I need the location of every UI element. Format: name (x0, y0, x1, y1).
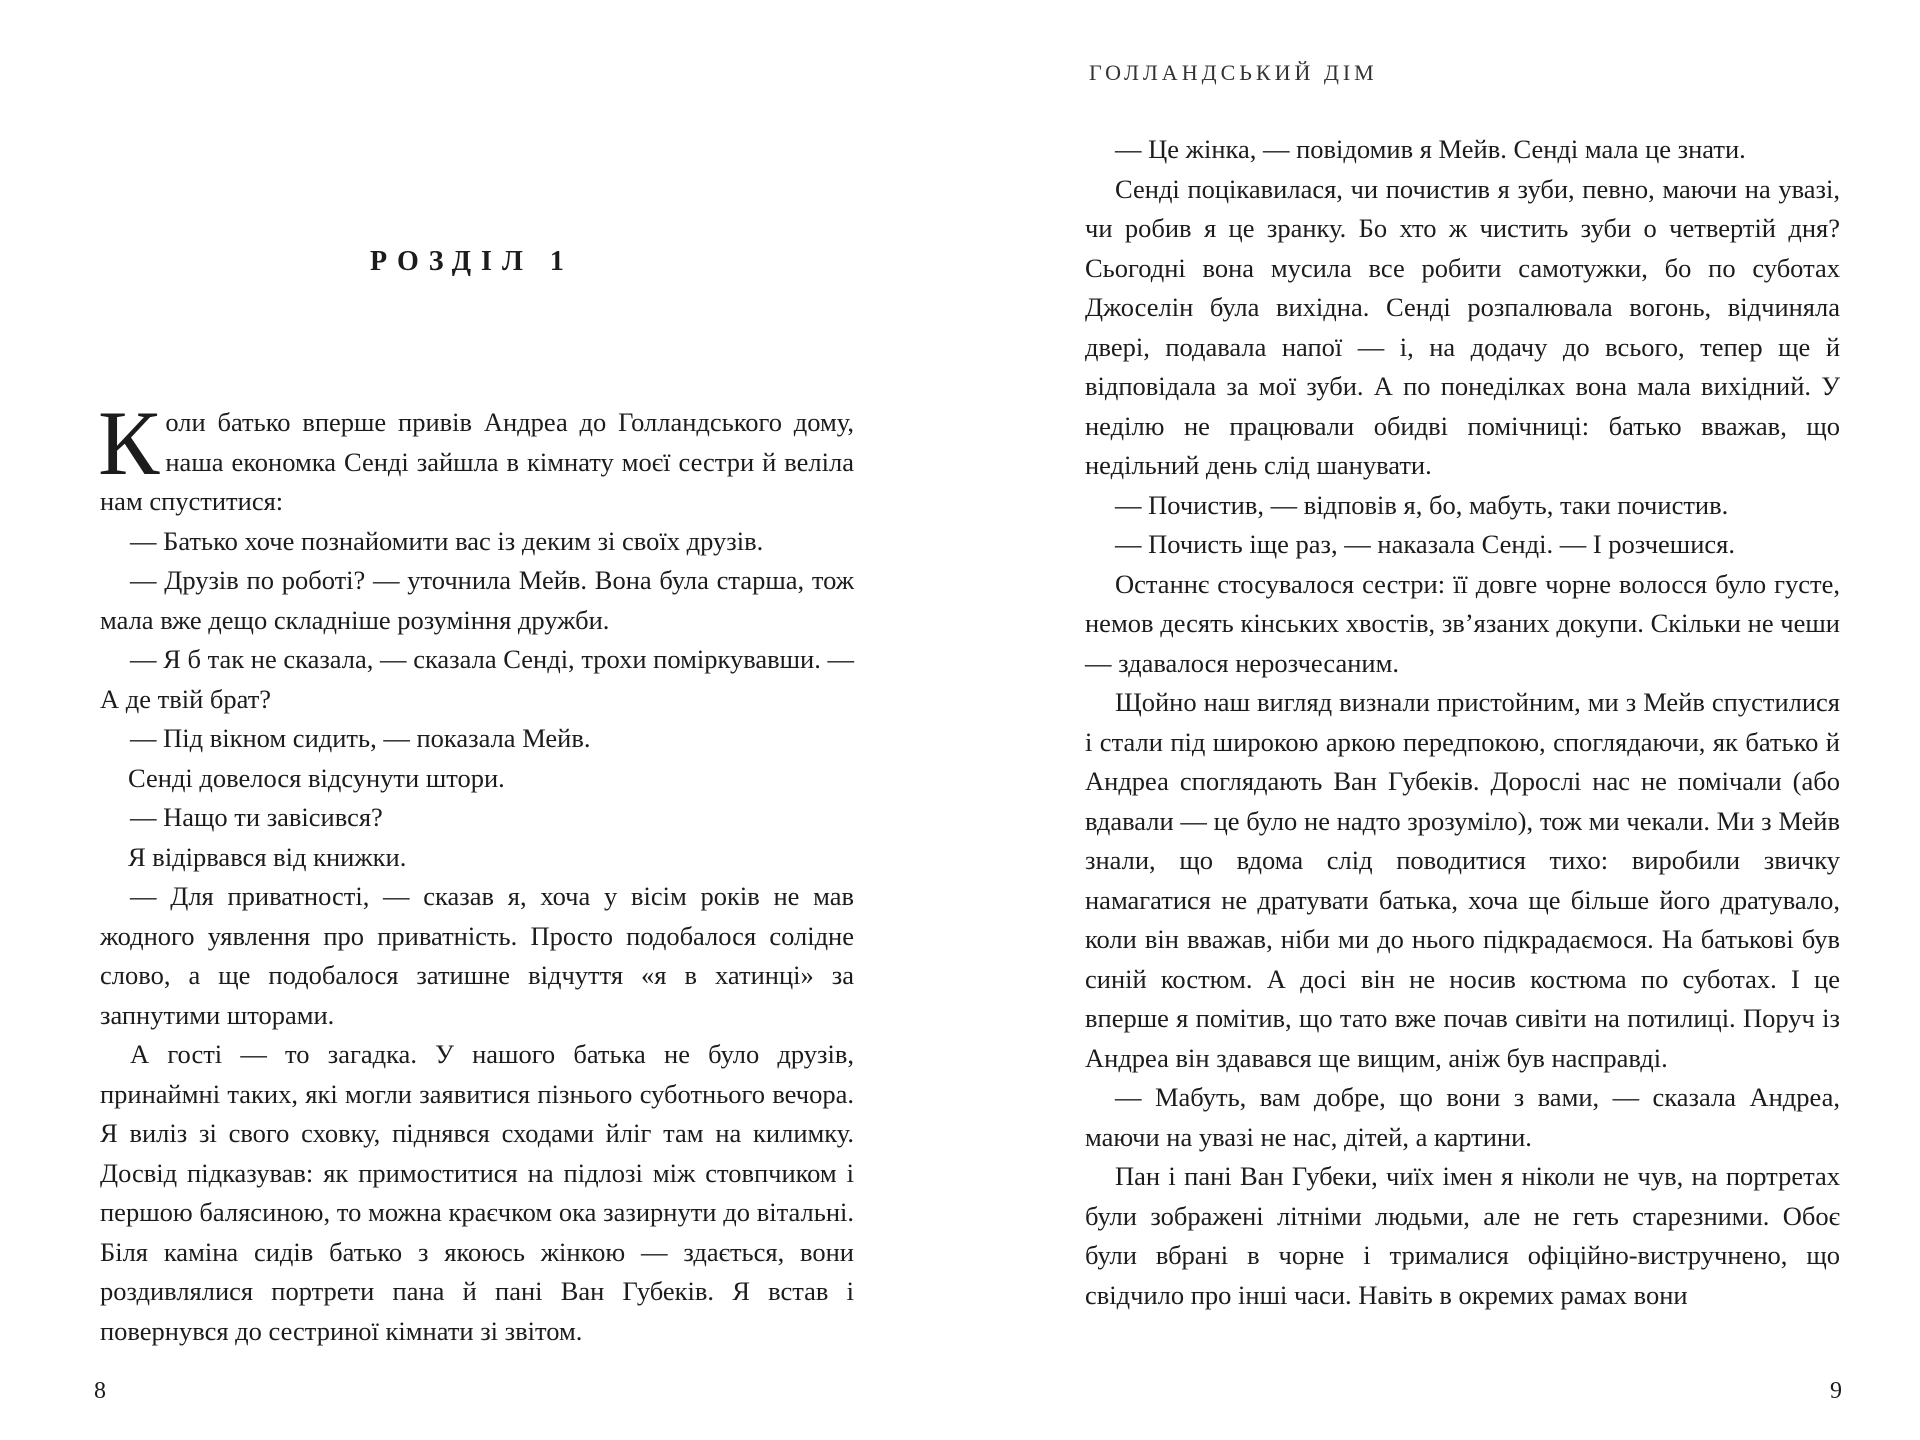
page-number-left: 8 (94, 1378, 106, 1404)
paragraph: Сенді поцікавилася, чи почистив я зуби, певно, маючи на увазі, чи робив я це зранку. Бо хто ж чистить зуби о четвертій дня? Сьогодні вона мусила все робити самотужки, бо по суботах Джоселін була вихідна. Сенді розпалювала вогонь, відчиняла двері, подавала напої — і, на додачу до всього, тепер ще й відповідала за мої зуби. А по понеділках вона мала вихідний. У неділю не працювали обидві помічниці: батько вважав, що недільний день слід шанувати. (1085, 173, 1840, 480)
paragraph: — Для приватності, — сказав я, хоча у вісім років не мав жодного уявлення про приватність. Просто подобалося солідне слово, а ще подобалося затишне відчуття «я в хатинці» за запнутими шторами. (100, 881, 854, 1030)
paragraph: — Мабуть, вам добре, що вони з вами, — сказала Андреа, маючи на увазі не нас, дітей, а картини. (1085, 1082, 1840, 1152)
opening-paragraph-text: оли батько вперше привів Андреа до Голландського дому, наша економка Сенді зайшла в кімнату моєї сестри й веліла нам спуститися: (100, 407, 854, 516)
paragraph: — Під вікном сидить, — показала Мейв. (130, 723, 591, 753)
paragraph: А гості — то загадка. У нашого батька не було друзів, принаймні таких, які могли заявитися пізнього суботнього вечора. Я виліз зі свого сховку, піднявся сходами йліг там на килимку. Досвід підказував: як примоститися на підлозі між стовпчиком і першою балясиною, то можна краєчком ока зазирнути до вітальні. Біля каміна сидів батько з якоюсь жінкою — здається, вони роздивлялися портрети пана й пані Ван Губеків. Я встав і повернувся до сестриної кімнати зі звітом. (100, 1039, 854, 1346)
paragraph: — Батько хоче познайомити вас із деким зі своїх друзів. (130, 525, 764, 556)
paragraph: — Друзів по роботі? — уточнила Мейв. Вона була старша, тож мала вже дещо складніше розуміння дружби. (100, 565, 854, 635)
right-page-text (1085, 130, 1840, 1315)
running-head: ГОЛЛАНДСЬКИЙ ДІМ (1089, 60, 1378, 85)
paragraph: — Почисть іще раз, — наказала Сенді. — І розчешися. (1115, 529, 1735, 559)
chapter-title: РОЗДІЛ 1 (370, 246, 574, 277)
paragraph: — Почистив, — відповів я, бо, мабуть, таки почистив. (1115, 489, 1729, 520)
opening-paragraph (98, 392, 854, 522)
paragraph: Пан і пані Ван Губеки, чиїх імен я ніколи не чув, на портретах були зображені літніми людьми, але не геть старезними. Обоє були вбрані в чорне і трималися офіційно-вистручнено, що свідчило про інші часи. Навіть в окремих рамах вони (1085, 1161, 1840, 1310)
paragraph: — Я б так не сказала, — сказала Сенді, трохи поміркувавши. — А де твій брат? (100, 644, 854, 714)
paragraph: Я відірвався від книжки. (128, 841, 407, 872)
paragraph: — Нащо ти завісився? (130, 802, 383, 832)
paragraph: Щойно наш вигляд визнали пристойним, ми з Мейв спустилися і стали під широкою аркою передпокою, споглядаючи, як батько й Андреа споглядають Ван Губеків. Дорослі нас не помічали (або вдавали — це було не надто зрозуміло), тож ми чекали. Ми з Мейв знали, що вдома слід поводитися тихо: виробили звичку намагатися не дратувати батька, хоча ще більше його дратувало, коли він вважав, ніби ми до нього підкрадаємося. На батькові був синій костюм. А досі він не носив костюма по суботах. І це вперше я помітив, що тато вже почав сивіти на потилиці. Поруч із Андреа він здавався ще вищим, аніж був насправді. (1085, 687, 1840, 1073)
paragraph: — Це жінка, — повідомив я Мейв. Сенді мала це знати. (1115, 134, 1746, 164)
drop-cap: К (98, 392, 160, 494)
page-number-right: 9 (1830, 1378, 1842, 1404)
left-page-text (98, 392, 854, 1351)
paragraph: Сенді довелося відсунути штори. (128, 762, 505, 793)
paragraph: Останнє стосувалося сестри: її довге чорне волосся було густе, немов десять кінських хвостів, зв’язаних докупи. Скільки не чеши — здавалося нерозчесаним. (1085, 568, 1840, 678)
